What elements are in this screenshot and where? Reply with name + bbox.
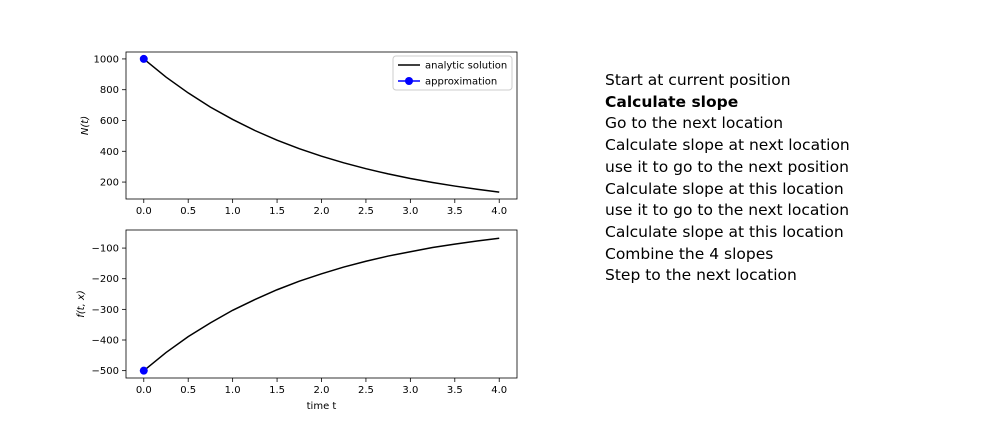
y-tick-label: 1000 — [93, 54, 119, 66]
x-tick-label: 3.5 — [446, 385, 463, 396]
y-tick-label: −500 — [91, 366, 119, 378]
step-item: Step to the next location — [605, 266, 797, 285]
legend-label: approximation — [425, 76, 498, 88]
x-tick-label: 1.0 — [224, 385, 241, 396]
step-item: Calculate slope at this location — [605, 222, 844, 241]
x-tick-label: 3.0 — [402, 206, 419, 217]
x-tick-label: 2.0 — [313, 206, 330, 217]
series-line — [144, 238, 499, 370]
step-item: Calculate slope — [605, 92, 739, 111]
step-item: Combine the 4 slopes — [605, 244, 774, 263]
bottom-plot — [76, 230, 517, 412]
x-tick-label: 2.5 — [357, 206, 374, 217]
x-tick-label: 4.0 — [491, 385, 508, 396]
y-tick-label: −400 — [91, 335, 119, 347]
y-axis-label: N(t) — [80, 115, 91, 136]
x-tick-label: 3.5 — [446, 206, 463, 217]
y-tick-label: 800 — [99, 85, 119, 97]
legend-marker — [405, 77, 413, 85]
axes-frame — [126, 230, 517, 378]
x-axis-label: time t — [306, 401, 337, 412]
x-tick-label: 3.0 — [402, 385, 419, 396]
y-tick-label: −300 — [91, 304, 119, 316]
step-item: Go to the next location — [605, 114, 784, 133]
series-point — [140, 55, 148, 63]
x-tick-label: 4.0 — [491, 206, 508, 217]
y-tick-label: 200 — [99, 177, 119, 189]
x-tick-label: 1.0 — [224, 206, 241, 217]
y-axis-label: f(t, x) — [76, 290, 87, 318]
steps-list — [605, 70, 850, 287]
x-tick-label: 0.0 — [135, 206, 152, 217]
x-tick-label: 2.5 — [357, 385, 374, 396]
y-tick-label: 600 — [99, 115, 119, 127]
x-tick-label: 1.5 — [269, 206, 286, 217]
x-tick-label: 0.0 — [135, 385, 152, 396]
step-item: Calculate slope at this location — [605, 179, 844, 198]
x-tick-label: 1.5 — [269, 385, 286, 396]
step-item: use it to go to the next location — [605, 201, 850, 220]
step-item: use it to go to the next position — [605, 157, 849, 176]
step-item: Start at current position — [605, 71, 791, 89]
y-tick-label: 400 — [99, 146, 119, 158]
y-tick-label: −100 — [91, 243, 119, 255]
x-tick-label: 0.5 — [180, 206, 197, 217]
top-plot — [80, 52, 517, 217]
x-tick-label: 0.5 — [180, 385, 197, 396]
y-tick-label: −200 — [91, 274, 119, 286]
step-item: Calculate slope at next location — [605, 136, 850, 155]
legend-label: analytic solution — [425, 60, 508, 72]
x-tick-label: 2.0 — [313, 385, 330, 396]
series-point — [140, 367, 148, 375]
